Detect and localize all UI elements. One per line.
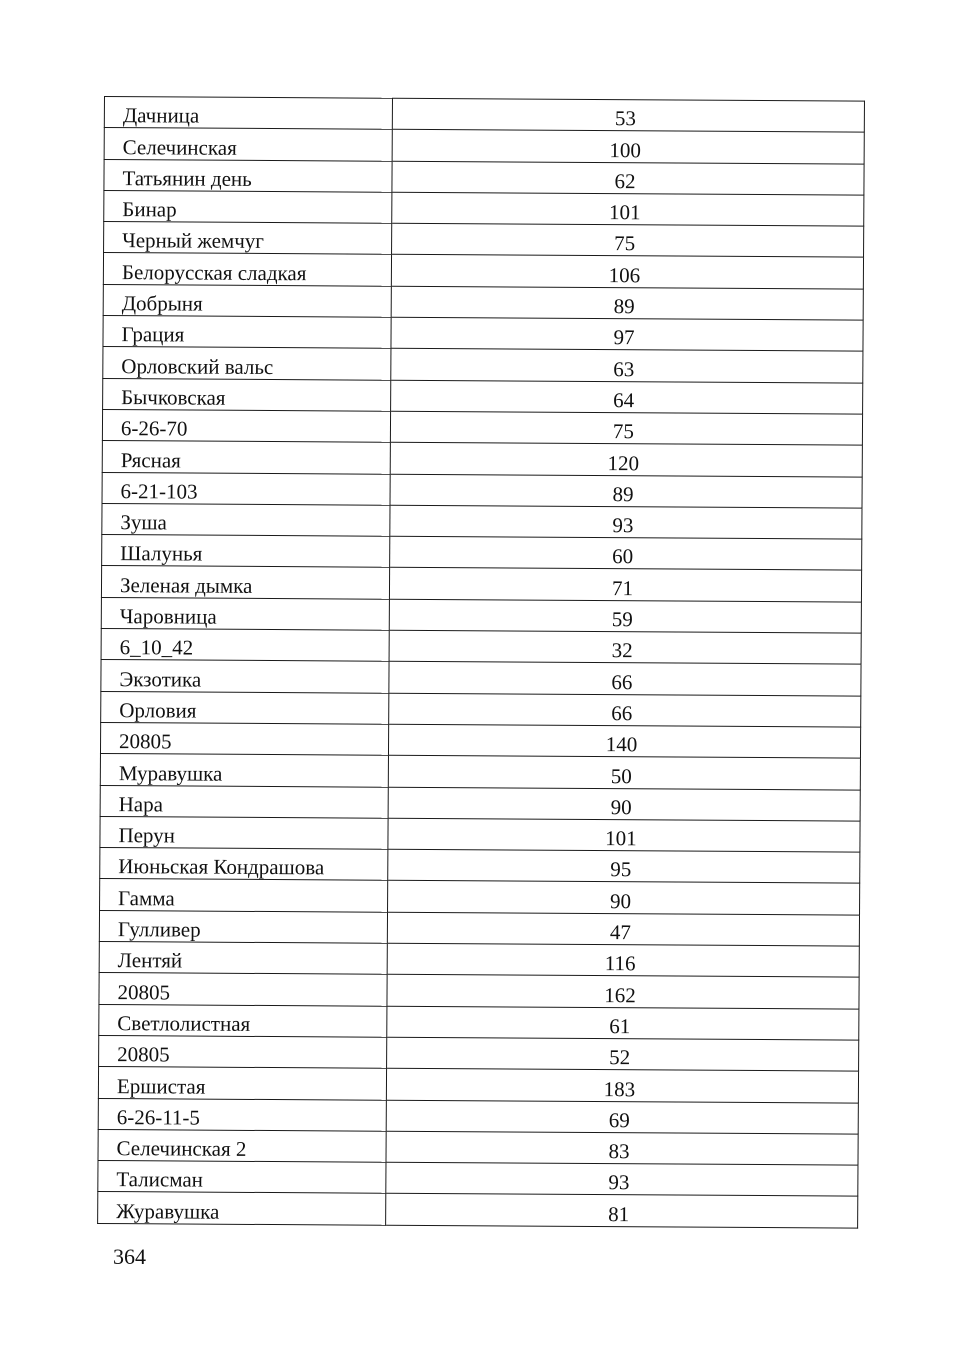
table-row: [100, 785, 860, 821]
variety-name-cell: Нара: [100, 785, 388, 818]
table-row: [103, 316, 863, 352]
variety-value-cell: 120: [390, 443, 862, 477]
table-row: [100, 879, 860, 915]
table-row: [100, 848, 860, 884]
variety-value-cell: 89: [390, 474, 862, 508]
variety-value-cell: 52: [387, 1037, 859, 1071]
variety-value-cell: 63: [391, 349, 863, 383]
table-row: [100, 754, 860, 790]
variety-table: [97, 96, 865, 1228]
variety-value-cell: 89: [391, 286, 863, 320]
variety-name-cell: Бычковская: [103, 378, 391, 411]
variety-name-cell: Татьянин день: [104, 159, 392, 192]
table-row: [98, 1098, 858, 1134]
table-row: [99, 973, 859, 1009]
table-row: [100, 816, 860, 852]
variety-value-cell: 93: [386, 1162, 858, 1196]
table-row: [99, 1035, 859, 1071]
variety-value-cell: 93: [390, 505, 862, 539]
variety-name-cell: 6-26-11-5: [98, 1098, 386, 1131]
variety-value-cell: 59: [389, 599, 861, 633]
table-row: [98, 1129, 858, 1165]
variety-name-cell: Талисман: [98, 1161, 386, 1194]
variety-value-cell: 61: [387, 1006, 859, 1040]
table-row: [101, 691, 861, 727]
variety-value-cell: 81: [386, 1194, 858, 1228]
table-row: [98, 1067, 858, 1103]
variety-value-cell: 183: [386, 1068, 858, 1102]
variety-value-cell: 75: [390, 411, 862, 445]
variety-value-cell: 101: [392, 192, 864, 226]
table-row: [101, 629, 861, 665]
variety-name-cell: Бинар: [104, 190, 392, 223]
variety-value-cell: 62: [392, 161, 864, 195]
variety-name-cell: Зеленая дымка: [101, 566, 389, 599]
table-row: [101, 660, 861, 696]
variety-value-cell: 47: [387, 912, 859, 946]
table-row: [102, 503, 862, 539]
variety-value-cell: 83: [386, 1131, 858, 1165]
variety-value-cell: 69: [386, 1100, 858, 1134]
variety-name-cell: 20805: [99, 1035, 387, 1068]
variety-name-cell: Лентяй: [99, 942, 387, 975]
variety-name-cell: Экзотика: [101, 660, 389, 693]
variety-value-cell: 60: [390, 536, 862, 570]
variety-value-cell: 162: [387, 975, 859, 1009]
variety-value-cell: 64: [391, 380, 863, 414]
variety-name-cell: Чаровница: [101, 597, 389, 630]
variety-name-cell: Орловский вальс: [103, 347, 391, 380]
variety-value-cell: 66: [389, 693, 861, 727]
variety-value-cell: 71: [389, 568, 861, 602]
variety-name-cell: Рясная: [102, 441, 390, 474]
variety-name-cell: Шалунья: [102, 535, 390, 568]
table-row: [98, 1192, 858, 1228]
variety-value-cell: 140: [388, 724, 860, 758]
variety-name-cell: 6-21-103: [102, 472, 390, 505]
variety-name-cell: Муравушка: [100, 754, 388, 787]
table-body: [98, 97, 865, 1228]
variety-value-cell: 90: [388, 787, 860, 821]
page-number: 364: [113, 1244, 146, 1269]
variety-value-cell: 95: [388, 849, 860, 883]
table-row: [103, 284, 863, 320]
variety-value-cell: 50: [388, 755, 860, 789]
variety-value-cell: 116: [387, 943, 859, 977]
variety-name-cell: Перун: [100, 816, 388, 849]
variety-name-cell: 6-26-70: [102, 409, 390, 442]
table-row: [101, 566, 861, 602]
variety-name-cell: Июньская Кондрашова: [100, 848, 388, 881]
table-row: [102, 535, 862, 571]
table-row: [99, 1004, 859, 1040]
table-row: [103, 378, 863, 414]
table-row: [104, 97, 864, 133]
table-row: [101, 597, 861, 633]
variety-value-cell: 32: [389, 630, 861, 664]
table-row: [104, 159, 864, 195]
table-row: [104, 222, 864, 258]
variety-value-cell: 101: [388, 818, 860, 852]
table-row: [102, 409, 862, 445]
variety-value-cell: 66: [389, 662, 861, 696]
variety-value-cell: 90: [388, 881, 860, 915]
variety-name-cell: Селечинская 2: [98, 1129, 386, 1162]
variety-name-cell: Орловия: [101, 691, 389, 724]
table-row: [99, 910, 859, 946]
variety-name-cell: Добрыня: [103, 284, 391, 317]
table-row: [102, 441, 862, 477]
variety-name-cell: Журавушка: [98, 1192, 386, 1225]
variety-name-cell: Ершистая: [98, 1067, 386, 1100]
variety-name-cell: Гамма: [100, 879, 388, 912]
variety-name-cell: 6_10_42: [101, 629, 389, 662]
variety-name-cell: Зуша: [102, 503, 390, 536]
variety-name-cell: Дачница: [104, 97, 392, 130]
table-row: [102, 472, 862, 508]
table-row: [104, 190, 864, 226]
variety-name-cell: 20805: [100, 722, 388, 755]
variety-name-cell: Селечинская: [104, 128, 392, 161]
variety-value-cell: 75: [392, 223, 864, 257]
table-row: [100, 722, 860, 758]
variety-name-cell: Светлолистная: [99, 1004, 387, 1037]
variety-name-cell: Грация: [103, 316, 391, 349]
table-row: [103, 253, 863, 289]
table-row: [99, 942, 859, 978]
table-row: [98, 1161, 858, 1197]
variety-name-cell: Гулливер: [99, 910, 387, 943]
variety-name-cell: 20805: [99, 973, 387, 1006]
table-row: [104, 128, 864, 164]
variety-value-cell: 53: [392, 98, 864, 132]
table-row: [103, 347, 863, 383]
variety-name-cell: Черный жемчуг: [104, 222, 392, 255]
variety-value-cell: 97: [391, 317, 863, 351]
variety-value-cell: 106: [391, 255, 863, 289]
variety-name-cell: Белорусская сладкая: [103, 253, 391, 286]
variety-value-cell: 100: [392, 130, 864, 164]
